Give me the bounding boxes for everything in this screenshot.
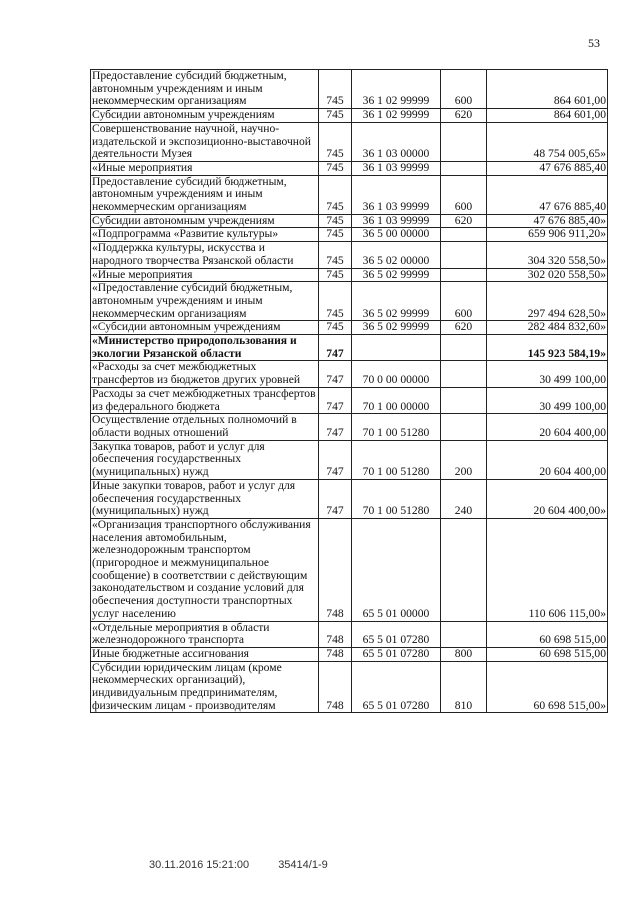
row-sum-cell: 659 906 911,20» xyxy=(487,228,608,242)
row-sum-cell: 48 754 005,65» xyxy=(487,122,608,161)
row-vr-cell xyxy=(441,387,487,413)
row-name-cell: Закупка товаров, работ и услуг для обеспечения государственных (муниципальных) нужд xyxy=(91,440,319,479)
row-vr-cell: 240 xyxy=(441,479,487,518)
table-row xyxy=(91,109,608,123)
row-csr-cell: 65 5 01 07280 xyxy=(352,647,441,661)
row-sum-cell: 304 320 558,50» xyxy=(487,242,608,268)
table-row xyxy=(91,122,608,161)
row-vr-cell: 620 xyxy=(441,214,487,228)
row-csr-cell: 65 5 01 07280 xyxy=(352,661,441,713)
row-code-cell: 745 xyxy=(319,268,352,282)
row-name-cell: «Министерство природопользования и экологии Рязанской области xyxy=(91,335,319,361)
row-code-cell: 745 xyxy=(319,70,352,109)
row-csr-cell xyxy=(352,335,441,361)
row-code-cell: 747 xyxy=(319,361,352,387)
table-row xyxy=(91,335,608,361)
row-code-cell: 747 xyxy=(319,335,352,361)
row-csr-cell: 70 1 00 51280 xyxy=(352,479,441,518)
row-sum-cell: 47 676 885,40 xyxy=(487,161,608,175)
table-row xyxy=(91,647,608,661)
row-vr-cell: 600 xyxy=(441,70,487,109)
table-row xyxy=(91,621,608,647)
row-vr-cell xyxy=(441,518,487,621)
row-code-cell: 745 xyxy=(319,282,352,321)
row-sum-cell: 60 698 515,00 xyxy=(487,621,608,647)
row-name-cell: Иные закупки товаров, работ и услуг для обеспечения государственных (муниципальных) нужд xyxy=(91,479,319,518)
row-vr-cell xyxy=(441,621,487,647)
row-sum-cell: 302 020 558,50» xyxy=(487,268,608,282)
row-csr-cell: 36 5 02 99999 xyxy=(352,268,441,282)
row-vr-cell: 200 xyxy=(441,440,487,479)
row-csr-cell: 36 5 02 99999 xyxy=(352,321,441,335)
row-sum-cell: 60 698 515,00» xyxy=(487,661,608,713)
footer-doc-id: 35414/1-9 xyxy=(278,859,328,871)
row-name-cell: Субсидии автономным учреждениям xyxy=(91,214,319,228)
row-code-cell: 745 xyxy=(319,321,352,335)
table-row xyxy=(91,161,608,175)
budget-table-body xyxy=(91,70,608,713)
table-row xyxy=(91,321,608,335)
row-name-cell: Совершенствование научной, научно-издательской и экспозиционно-выставочной деятельности Музея xyxy=(91,122,319,161)
row-name-cell: «Иные мероприятия xyxy=(91,161,319,175)
row-code-cell: 745 xyxy=(319,122,352,161)
row-csr-cell: 36 1 03 99999 xyxy=(352,175,441,214)
row-code-cell: 745 xyxy=(319,242,352,268)
row-sum-cell: 30 499 100,00 xyxy=(487,361,608,387)
row-vr-cell: 620 xyxy=(441,321,487,335)
row-code-cell: 748 xyxy=(319,661,352,713)
table-row xyxy=(91,228,608,242)
row-code-cell: 748 xyxy=(319,647,352,661)
table-row xyxy=(91,414,608,440)
footer-timestamp: 30.11.2016 15:21:00 xyxy=(149,859,250,871)
row-name-cell: «Поддержка культуры, искусства и народного творчества Рязанской области xyxy=(91,242,319,268)
row-csr-cell: 36 1 03 99999 xyxy=(352,161,441,175)
row-name-cell: «Отдельные мероприятия в области железнодорожного транспорта xyxy=(91,621,319,647)
row-sum-cell: 20 604 400,00 xyxy=(487,414,608,440)
row-code-cell: 747 xyxy=(319,479,352,518)
row-code-cell: 748 xyxy=(319,518,352,621)
row-code-cell: 747 xyxy=(319,440,352,479)
row-name-cell: «Расходы за счет межбюджетных трансфертов из бюджетов других уровней xyxy=(91,361,319,387)
table-row xyxy=(91,70,608,109)
table-row xyxy=(91,242,608,268)
table-row xyxy=(91,268,608,282)
row-code-cell: 748 xyxy=(319,621,352,647)
row-sum-cell: 864 601,00 xyxy=(487,109,608,123)
row-sum-cell: 47 676 885,40 xyxy=(487,175,608,214)
row-csr-cell: 70 1 00 51280 xyxy=(352,414,441,440)
row-vr-cell xyxy=(441,228,487,242)
row-vr-cell: 810 xyxy=(441,661,487,713)
row-csr-cell: 36 5 00 00000 xyxy=(352,228,441,242)
budget-table xyxy=(90,69,608,713)
row-csr-cell: 36 1 02 99999 xyxy=(352,70,441,109)
table-row xyxy=(91,479,608,518)
row-code-cell: 745 xyxy=(319,161,352,175)
row-vr-cell xyxy=(441,242,487,268)
row-csr-cell: 36 1 03 00000 xyxy=(352,122,441,161)
row-name-cell: «Субсидии автономным учреждениям xyxy=(91,321,319,335)
row-name-cell: Предоставление субсидий бюджетным, автономным учреждениям и иным некоммерческим организациям xyxy=(91,70,319,109)
row-code-cell: 747 xyxy=(319,414,352,440)
row-sum-cell: 47 676 885,40» xyxy=(487,214,608,228)
row-code-cell: 745 xyxy=(319,228,352,242)
row-sum-cell: 864 601,00 xyxy=(487,70,608,109)
row-code-cell: 745 xyxy=(319,109,352,123)
row-csr-cell: 65 5 01 07280 xyxy=(352,621,441,647)
row-vr-cell: 600 xyxy=(441,175,487,214)
row-name-cell: «Организация транспортного обслуживания населения автомобильным, железнодорожным транспортом (пригородное и межмуниципальное сообщение) в соответствии с действующим законодательством и создание условий для обеспечения доступности транспортных услуг населению xyxy=(91,518,319,621)
footer xyxy=(149,859,354,871)
row-sum-cell: 282 484 832,60» xyxy=(487,321,608,335)
row-name-cell: Иные бюджетные ассигнования xyxy=(91,647,319,661)
row-name-cell: «Предоставление субсидий бюджетным, автономным учреждениям и иным некоммерческим организациям xyxy=(91,282,319,321)
row-sum-cell: 30 499 100,00 xyxy=(487,387,608,413)
row-csr-cell: 70 1 00 00000 xyxy=(352,387,441,413)
row-name-cell: Расходы за счет межбюджетных трансфертов из федерального бюджета xyxy=(91,387,319,413)
row-name-cell: «Иные мероприятия xyxy=(91,268,319,282)
row-sum-cell: 297 494 628,50» xyxy=(487,282,608,321)
row-name-cell: Осуществление отдельных полномочий в области водных отношений xyxy=(91,414,319,440)
row-csr-cell: 36 1 02 99999 xyxy=(352,109,441,123)
row-sum-cell: 20 604 400,00 xyxy=(487,440,608,479)
table-row xyxy=(91,661,608,713)
row-vr-cell: 620 xyxy=(441,109,487,123)
row-sum-cell: 60 698 515,00 xyxy=(487,647,608,661)
row-csr-cell: 70 1 00 51280 xyxy=(352,440,441,479)
row-vr-cell xyxy=(441,268,487,282)
row-vr-cell xyxy=(441,122,487,161)
table-row xyxy=(91,175,608,214)
table-row xyxy=(91,387,608,413)
row-sum-cell: 20 604 400,00» xyxy=(487,479,608,518)
table-row xyxy=(91,214,608,228)
row-csr-cell: 36 5 02 99999 xyxy=(352,282,441,321)
row-code-cell: 745 xyxy=(319,214,352,228)
row-vr-cell xyxy=(441,335,487,361)
row-name-cell: Предоставление субсидий бюджетным, автономным учреждениям и иным некоммерческим организациям xyxy=(91,175,319,214)
table-row xyxy=(91,518,608,621)
row-csr-cell: 36 5 02 00000 xyxy=(352,242,441,268)
row-csr-cell: 36 1 03 99999 xyxy=(352,214,441,228)
table-row xyxy=(91,361,608,387)
row-sum-cell: 110 606 115,00» xyxy=(487,518,608,621)
row-code-cell: 747 xyxy=(319,387,352,413)
table-row xyxy=(91,282,608,321)
table-row xyxy=(91,440,608,479)
row-name-cell: Субсидии автономным учреждениям xyxy=(91,109,319,123)
row-csr-cell: 65 5 01 00000 xyxy=(352,518,441,621)
row-sum-cell: 145 923 584,19» xyxy=(487,335,608,361)
row-name-cell: Субсидии юридическим лицам (кроме некоммерческих организаций), индивидуальным предпринимателям, физическим лицам - производителям xyxy=(91,661,319,713)
row-vr-cell: 800 xyxy=(441,647,487,661)
row-csr-cell: 70 0 00 00000 xyxy=(352,361,441,387)
row-code-cell: 745 xyxy=(319,175,352,214)
row-vr-cell xyxy=(441,161,487,175)
row-vr-cell xyxy=(441,414,487,440)
row-name-cell: «Подпрограмма «Развитие культуры» xyxy=(91,228,319,242)
page-number: 53 xyxy=(588,36,600,50)
row-vr-cell xyxy=(441,361,487,387)
row-vr-cell: 600 xyxy=(441,282,487,321)
